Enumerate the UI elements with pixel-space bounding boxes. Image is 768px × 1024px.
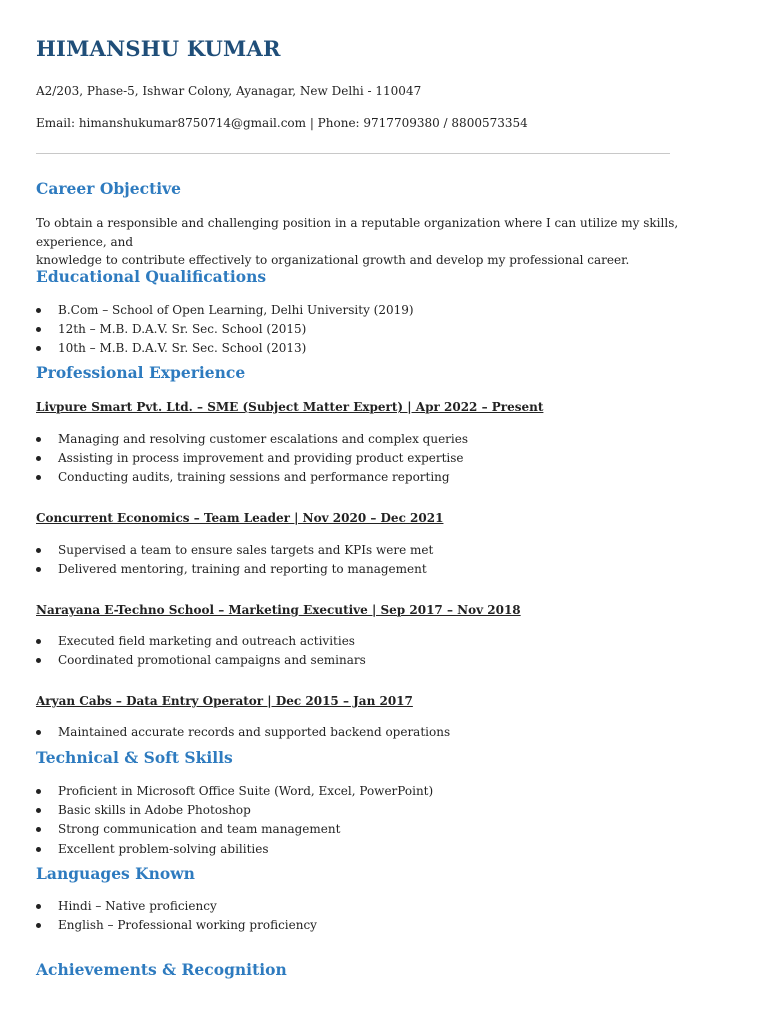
education-list bbox=[36, 301, 414, 359]
bullet-icon bbox=[36, 808, 41, 813]
job-heading: Livpure Smart Pvt. Ltd. – SME (Subject Matter Expert) | Apr 2022 – Present bbox=[36, 400, 544, 414]
bullet-icon bbox=[36, 308, 41, 313]
list-item bbox=[36, 449, 468, 468]
education-heading: Educational Qualifications bbox=[36, 267, 267, 286]
bullet-icon bbox=[36, 789, 41, 794]
list-item bbox=[36, 301, 414, 320]
job-heading: Concurrent Economics – Team Leader | Nov 2020 – Dec 2021 bbox=[36, 511, 444, 525]
languages-list bbox=[36, 897, 317, 935]
list-item bbox=[36, 723, 450, 742]
list-item bbox=[36, 801, 433, 820]
bullet-icon bbox=[36, 548, 41, 553]
list-item-text: 12th – M.B. D.A.V. Sr. Sec. School (2015) bbox=[58, 322, 307, 337]
list-item bbox=[36, 339, 414, 358]
bullet-icon bbox=[36, 346, 41, 351]
list-item bbox=[36, 782, 433, 801]
list-item bbox=[36, 820, 433, 839]
list-item bbox=[36, 468, 468, 487]
skills-list bbox=[36, 782, 433, 859]
bullet-icon bbox=[36, 730, 41, 735]
job-duties-list bbox=[36, 632, 366, 670]
list-item-text: Conducting audits, training sessions and performance reporting bbox=[58, 470, 450, 485]
list-item-text: Managing and resolving customer escalations and complex queries bbox=[58, 432, 468, 446]
list-item-text: Maintained accurate records and supported backend operations bbox=[58, 725, 451, 739]
list-item bbox=[36, 560, 433, 579]
list-item-text: Excellent problem-solving abilities bbox=[58, 841, 269, 856]
list-item bbox=[36, 320, 414, 339]
bullet-icon bbox=[36, 827, 41, 832]
bullet-icon bbox=[36, 923, 41, 928]
address-line: A2/203, Phase-5, Ishwar Colony, Ayanagar, New Delhi - 110047 bbox=[36, 84, 422, 98]
list-item bbox=[36, 840, 433, 859]
list-item-text: Basic skills in Adobe Photoshop bbox=[58, 803, 251, 818]
bullet-icon bbox=[36, 904, 41, 909]
career-objective-line: To obtain a responsible and challenging position in a reputable organization where I can utilize my skills, experience, and bbox=[36, 216, 679, 249]
list-item bbox=[36, 541, 433, 560]
list-item bbox=[36, 430, 468, 449]
bullet-icon bbox=[36, 567, 41, 572]
candidate-name: HIMANSHU KUMAR bbox=[36, 36, 281, 61]
list-item-text: English – Professional working proficiency bbox=[58, 918, 317, 933]
skills-heading: Technical & Soft Skills bbox=[36, 748, 233, 767]
list-item bbox=[36, 897, 317, 916]
list-item-text: Coordinated promotional campaigns and seminars bbox=[58, 653, 366, 668]
bullet-icon bbox=[36, 475, 41, 480]
bullet-icon bbox=[36, 327, 41, 332]
list-item-text: Delivered mentoring, training and reporting to management bbox=[58, 562, 427, 577]
bullet-icon bbox=[36, 437, 41, 442]
achievements-heading: Achievements & Recognition bbox=[36, 960, 287, 979]
list-item-text: Supervised a team to ensure sales targets and KPIs were met bbox=[58, 543, 434, 557]
career-objective-line: knowledge to contribute effectively to organizational growth and develop my professional career. bbox=[36, 253, 630, 267]
job-duties-list bbox=[36, 723, 450, 742]
languages-heading: Languages Known bbox=[36, 864, 195, 883]
career-objective-heading: Career Objective bbox=[36, 179, 181, 198]
list-item bbox=[36, 632, 366, 651]
list-item-text: Strong communication and team management bbox=[58, 822, 341, 837]
list-item-text: Proficient in Microsoft Office Suite (Word, Excel, PowerPoint) bbox=[58, 784, 434, 798]
career-objective-text bbox=[36, 214, 726, 270]
job-heading: Aryan Cabs – Data Entry Operator | Dec 2015 – Jan 2017 bbox=[36, 694, 413, 708]
list-item-text: B.Com – School of Open Learning, Delhi University (2019) bbox=[58, 303, 414, 317]
bullet-icon bbox=[36, 639, 41, 644]
list-item-text: Hindi – Native proficiency bbox=[58, 899, 217, 913]
list-item-text: Assisting in process improvement and providing product expertise bbox=[58, 451, 464, 466]
job-duties-list bbox=[36, 541, 433, 579]
bullet-icon bbox=[36, 658, 41, 663]
header-divider bbox=[36, 153, 670, 154]
list-item bbox=[36, 651, 366, 670]
job-duties-list bbox=[36, 430, 468, 488]
job-heading: Narayana E-Techno School – Marketing Executive | Sep 2017 – Nov 2018 bbox=[36, 603, 521, 617]
list-item-text: 10th – M.B. D.A.V. Sr. Sec. School (2013) bbox=[58, 341, 307, 356]
bullet-icon bbox=[36, 456, 41, 461]
list-item bbox=[36, 916, 317, 935]
contact-line: Email: himanshukumar8750714@gmail.com | Phone: 9717709380 / 8800573354 bbox=[36, 116, 528, 130]
list-item-text: Executed field marketing and outreach activities bbox=[58, 634, 355, 648]
bullet-icon bbox=[36, 847, 41, 852]
experience-heading: Professional Experience bbox=[36, 363, 246, 382]
